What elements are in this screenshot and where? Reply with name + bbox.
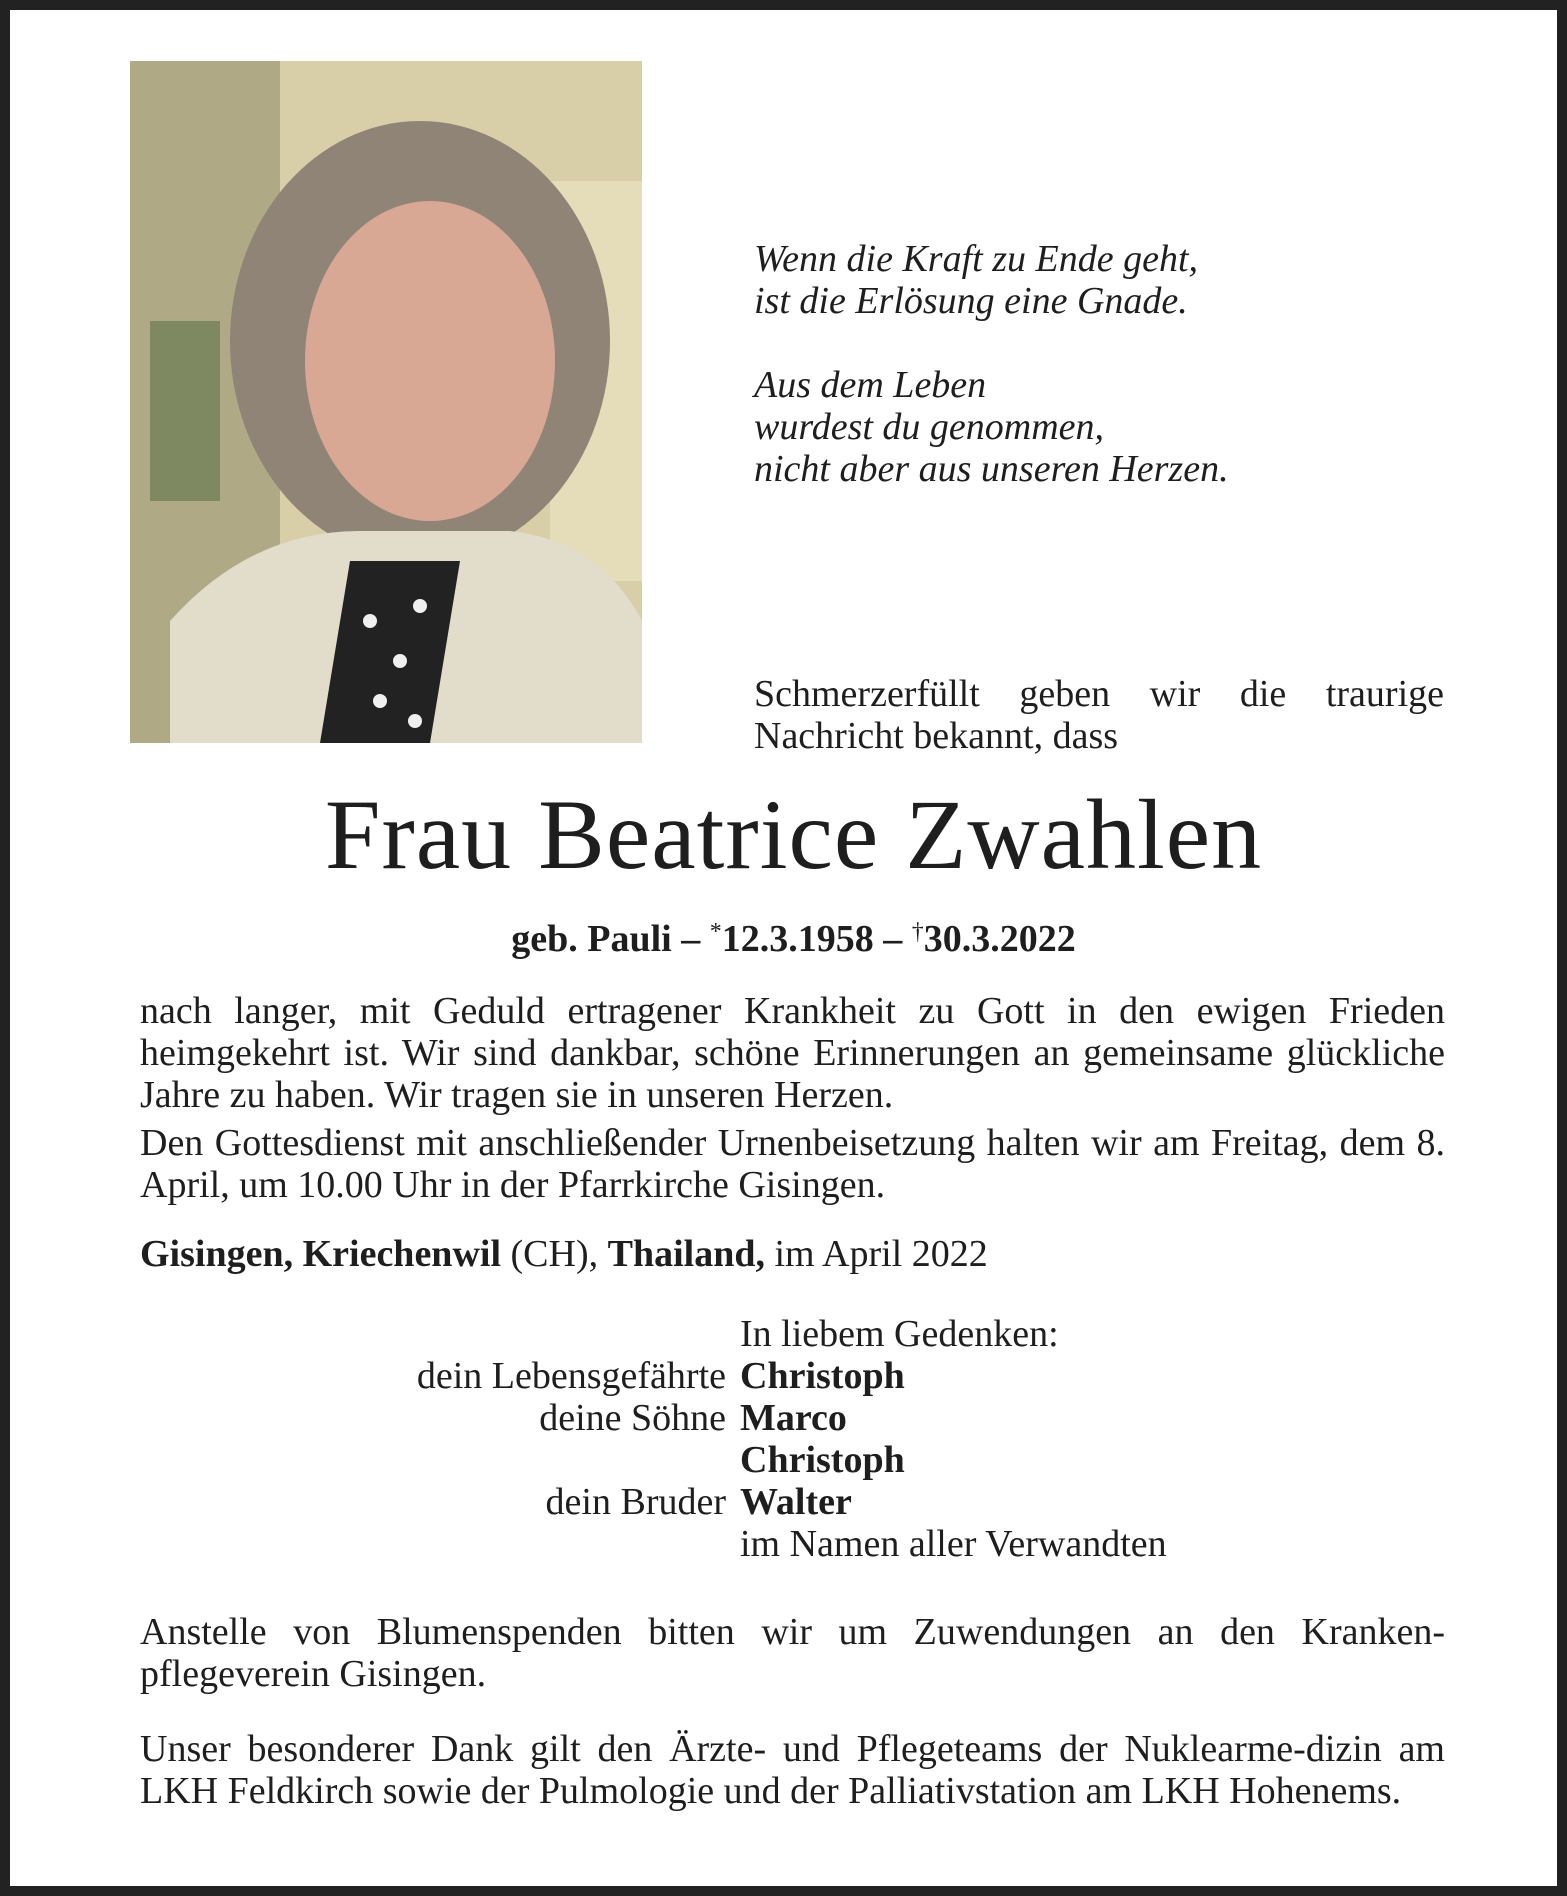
mourners-heading-row	[140, 1313, 1445, 1355]
mourner-name: Christoph	[740, 1439, 905, 1481]
mourner-row	[140, 1397, 1445, 1439]
mourner-row	[140, 1481, 1445, 1523]
mourner-name: Walter	[740, 1481, 852, 1523]
place-date: im April 2022	[764, 1233, 988, 1275]
obituary-card	[10, 10, 1557, 1886]
place-thailand: Thailand,	[607, 1233, 765, 1275]
verse-line: Wenn die Kraft zu Ende geht,	[754, 238, 1198, 280]
paragraph-donations: Anstelle von Blumenspenden bitten wir um Zuwendungen an den Kranken-pflegeverein Gisingen.	[140, 1611, 1445, 1695]
mourner-relation	[140, 1439, 740, 1481]
mourners-closing: im Namen aller Verwandten	[740, 1523, 1167, 1565]
mourners-closing-row	[140, 1523, 1445, 1565]
paragraph-passing: nach langer, mit Geduld ertragener Krankheit zu Gott in den ewigen Frieden heimgekehrt ist. Wir sind dankbar, schöne Erinnerungen an gemeinsame glückliche Jahre zu haben. Wir tragen sie in unseren Herzen.	[140, 990, 1445, 1116]
place-country: (CH),	[501, 1233, 608, 1275]
mourner-name: Christoph	[740, 1355, 905, 1397]
life-dates	[10, 910, 1567, 961]
verse-line: ist die Erlösung eine Gnade.	[754, 280, 1188, 322]
verse-stanza-1	[754, 238, 1454, 322]
paragraph-funeral-service: Den Gottesdienst mit anschließender Urnenbeisetzung halten wir am Freitag, dem 8. April, um 10.00 Uhr in der Pfarrkirche Gisingen.	[140, 1122, 1445, 1206]
birth-date: 12.3.1958	[721, 918, 874, 960]
portrait-image	[130, 61, 642, 743]
verse-line: wurdest du genommen,	[754, 406, 1105, 448]
separator: –	[883, 918, 903, 960]
verse-line: nicht aber aus unseren Herzen.	[754, 448, 1229, 490]
death-date: 30.3.2022	[923, 918, 1076, 960]
mourners-heading: In liebem Gedenken:	[740, 1313, 1059, 1355]
memorial-verse	[754, 238, 1454, 532]
mourner-row	[140, 1355, 1445, 1397]
deceased-name: Frau Beatrice Zwahlen	[324, 779, 1263, 890]
mourners-list	[140, 1313, 1445, 1565]
verse-stanza-2	[754, 364, 1454, 490]
mourner-name: Marco	[740, 1397, 847, 1439]
separator: –	[681, 918, 701, 960]
birth-name: geb. Pauli	[511, 918, 672, 960]
birth-symbol: *	[709, 919, 722, 945]
place-and-date	[140, 1233, 1445, 1275]
death-symbol: †	[911, 919, 924, 945]
mourner-relation: dein Bruder	[545, 1481, 726, 1523]
mourner-row	[140, 1439, 1445, 1481]
announcement-intro: Schmerzerfüllt geben wir die traurige Nachricht bekannt, dass	[754, 673, 1444, 757]
portrait-photo	[130, 61, 642, 743]
mourner-relation: dein Lebensgefährte	[416, 1355, 726, 1397]
mourner-relation: deine Söhne	[539, 1397, 726, 1439]
verse-line: Aus dem Leben	[754, 364, 987, 406]
place-towns: Gisingen, Kriechenwil	[140, 1233, 501, 1275]
paragraph-thanks: Unser besonderer Dank gilt den Ärzte- und Pflegeteams der Nuklearme-dizin am LKH Feldkirch sowie der Pulmologie und der Palliativstation am LKH Hohenems.	[140, 1728, 1445, 1812]
